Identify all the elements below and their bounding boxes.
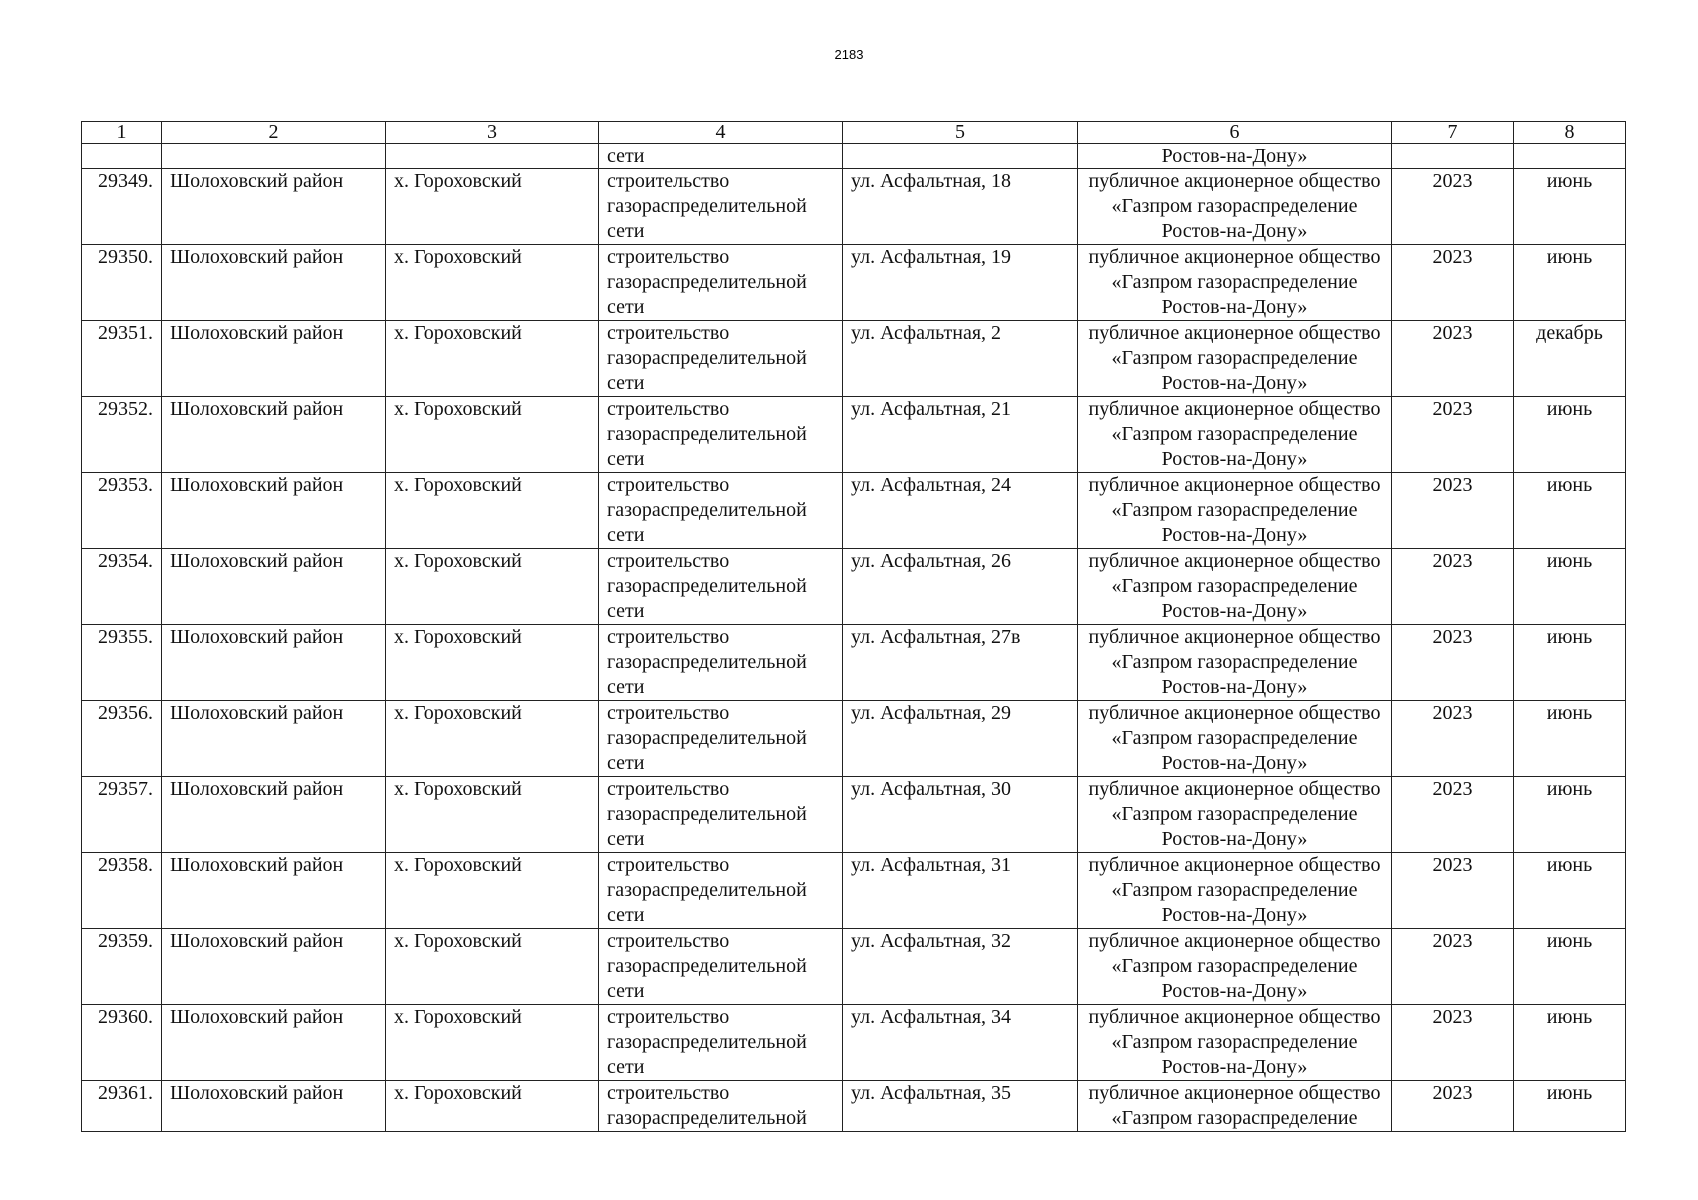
column-number-header: 3 <box>386 122 599 144</box>
owner-cell: публичное акционерное общество «Газпром газораспределение Ростов-на-Дону» <box>1078 169 1392 245</box>
year-cell: 2023 <box>1392 625 1514 701</box>
work-type-cell: строительство газораспределительной сети <box>599 321 843 397</box>
district-cell: Шолоховский район <box>162 245 386 321</box>
owner-cell: публичное акционерное общество «Газпром газораспределение Ростов-на-Дону» <box>1078 397 1392 473</box>
column-number-header: 4 <box>599 122 843 144</box>
column-number-header: 6 <box>1078 122 1392 144</box>
row-number-cell: 29354. <box>82 549 162 625</box>
district-cell: Шолоховский район <box>162 473 386 549</box>
district-cell: Шолоховский район <box>162 1081 386 1132</box>
year-cell: 2023 <box>1392 929 1514 1005</box>
row-number-cell: 29361. <box>82 1081 162 1132</box>
year-cell: 2023 <box>1392 1005 1514 1081</box>
work-type-cell: строительство газораспределительной сети <box>599 473 843 549</box>
owner-cell: публичное акционерное общество «Газпром газораспределение Ростов-на-Дону» <box>1078 473 1392 549</box>
column-number-header: 1 <box>82 122 162 144</box>
work-type-cell: строительство газораспределительной сети <box>599 169 843 245</box>
year-cell: 2023 <box>1392 777 1514 853</box>
address-cell: ул. Асфальтная, 21 <box>843 397 1078 473</box>
settlement-cell: х. Гороховский <box>386 1081 599 1132</box>
settlement-cell: х. Гороховский <box>386 777 599 853</box>
month-cell <box>1514 144 1626 169</box>
month-cell: июнь <box>1514 625 1626 701</box>
year-cell: 2023 <box>1392 701 1514 777</box>
month-cell: июнь <box>1514 777 1626 853</box>
district-cell: Шолоховский район <box>162 549 386 625</box>
row-number-cell: 29356. <box>82 701 162 777</box>
work-type-cell: строительство газораспределительной сети <box>599 777 843 853</box>
year-cell: 2023 <box>1392 397 1514 473</box>
table-row <box>82 625 1626 701</box>
owner-cell: публичное акционерное общество «Газпром газораспределение Ростов-на-Дону» <box>1078 321 1392 397</box>
row-number-cell: 29350. <box>82 245 162 321</box>
work-type-cell: строительство газораспределительной сети <box>599 245 843 321</box>
month-cell: июнь <box>1514 853 1626 929</box>
row-number-cell: 29360. <box>82 1005 162 1081</box>
owner-cell: публичное акционерное общество «Газпром газораспределение Ростов-на-Дону» <box>1078 625 1392 701</box>
settlement-cell: х. Гороховский <box>386 321 599 397</box>
row-number-cell: 29353. <box>82 473 162 549</box>
table-row <box>82 853 1626 929</box>
settlement-cell: х. Гороховский <box>386 929 599 1005</box>
address-cell: ул. Асфальтная, 19 <box>843 245 1078 321</box>
district-cell: Шолоховский район <box>162 701 386 777</box>
address-cell: ул. Асфальтная, 26 <box>843 549 1078 625</box>
work-type-cell: строительство газораспределительной сети <box>599 1005 843 1081</box>
settlement-cell: х. Гороховский <box>386 549 599 625</box>
month-cell: июнь <box>1514 549 1626 625</box>
page-number: 2183 <box>834 47 864 62</box>
settlement-cell: х. Гороховский <box>386 701 599 777</box>
row-number-cell: 29355. <box>82 625 162 701</box>
address-cell: ул. Асфальтная, 29 <box>843 701 1078 777</box>
row-number-cell: 29359. <box>82 929 162 1005</box>
district-cell: Шолоховский район <box>162 929 386 1005</box>
gas-network-table <box>81 121 1626 1132</box>
continuation-row <box>82 144 1626 169</box>
row-number-cell: 29351. <box>82 321 162 397</box>
address-cell: ул. Асфальтная, 2 <box>843 321 1078 397</box>
address-cell: ул. Асфальтная, 27в <box>843 625 1078 701</box>
owner-cell: Ростов-на-Дону» <box>1078 144 1392 169</box>
work-type-cell: строительство газораспределительной сети <box>599 549 843 625</box>
month-cell: июнь <box>1514 1081 1626 1132</box>
district-cell: Шолоховский район <box>162 169 386 245</box>
month-cell: июнь <box>1514 397 1626 473</box>
district-cell: Шолоховский район <box>162 1005 386 1081</box>
district-cell <box>162 144 386 169</box>
year-cell: 2023 <box>1392 549 1514 625</box>
address-cell: ул. Асфальтная, 24 <box>843 473 1078 549</box>
year-cell: 2023 <box>1392 1081 1514 1132</box>
district-cell: Шолоховский район <box>162 321 386 397</box>
settlement-cell: х. Гороховский <box>386 625 599 701</box>
month-cell: июнь <box>1514 473 1626 549</box>
district-cell: Шолоховский район <box>162 625 386 701</box>
year-cell <box>1392 144 1514 169</box>
work-type-cell: строительство газораспределительной сети <box>599 853 843 929</box>
settlement-cell <box>386 144 599 169</box>
work-type-cell: строительство газораспределительной сети <box>599 397 843 473</box>
year-cell: 2023 <box>1392 169 1514 245</box>
owner-cell: публичное акционерное общество «Газпром газораспределение Ростов-на-Дону» <box>1078 853 1392 929</box>
table-row <box>82 1081 1626 1132</box>
settlement-cell: х. Гороховский <box>386 853 599 929</box>
table-row <box>82 169 1626 245</box>
district-cell: Шолоховский район <box>162 397 386 473</box>
row-number-cell: 29352. <box>82 397 162 473</box>
settlement-cell: х. Гороховский <box>386 397 599 473</box>
row-number-cell: 29357. <box>82 777 162 853</box>
row-number-cell: 29349. <box>82 169 162 245</box>
year-cell: 2023 <box>1392 321 1514 397</box>
address-cell: ул. Асфальтная, 34 <box>843 1005 1078 1081</box>
table-row <box>82 777 1626 853</box>
settlement-cell: х. Гороховский <box>386 245 599 321</box>
address-cell: ул. Асфальтная, 35 <box>843 1081 1078 1132</box>
work-type-cell: строительство газораспределительной <box>599 1081 843 1132</box>
district-cell: Шолоховский район <box>162 777 386 853</box>
table-row <box>82 701 1626 777</box>
work-type-cell: сети <box>599 144 843 169</box>
month-cell: июнь <box>1514 245 1626 321</box>
year-cell: 2023 <box>1392 853 1514 929</box>
address-cell: ул. Асфальтная, 30 <box>843 777 1078 853</box>
address-cell: ул. Асфальтная, 18 <box>843 169 1078 245</box>
owner-cell: публичное акционерное общество «Газпром газораспределение Ростов-на-Дону» <box>1078 1005 1392 1081</box>
district-cell: Шолоховский район <box>162 853 386 929</box>
column-number-header: 8 <box>1514 122 1626 144</box>
column-number-header: 2 <box>162 122 386 144</box>
address-cell <box>843 144 1078 169</box>
settlement-cell: х. Гороховский <box>386 1005 599 1081</box>
table-row <box>82 929 1626 1005</box>
work-type-cell: строительство газораспределительной сети <box>599 625 843 701</box>
owner-cell: публичное акционерное общество «Газпром газораспределение Ростов-на-Дону» <box>1078 549 1392 625</box>
table-row <box>82 245 1626 321</box>
column-number-header: 7 <box>1392 122 1514 144</box>
table-row <box>82 1005 1626 1081</box>
settlement-cell: х. Гороховский <box>386 473 599 549</box>
owner-cell: публичное акционерное общество «Газпром газораспределение Ростов-на-Дону» <box>1078 701 1392 777</box>
table-row <box>82 473 1626 549</box>
month-cell: июнь <box>1514 1005 1626 1081</box>
month-cell: декабрь <box>1514 321 1626 397</box>
table-row <box>82 397 1626 473</box>
owner-cell: публичное акционерное общество «Газпром газораспределение <box>1078 1081 1392 1132</box>
address-cell: ул. Асфальтная, 31 <box>843 853 1078 929</box>
month-cell: июнь <box>1514 929 1626 1005</box>
column-number-header-row <box>82 122 1626 144</box>
row-number-cell <box>82 144 162 169</box>
month-cell: июнь <box>1514 169 1626 245</box>
work-type-cell: строительство газораспределительной сети <box>599 701 843 777</box>
year-cell: 2023 <box>1392 473 1514 549</box>
owner-cell: публичное акционерное общество «Газпром газораспределение Ростов-на-Дону» <box>1078 929 1392 1005</box>
year-cell: 2023 <box>1392 245 1514 321</box>
address-cell: ул. Асфальтная, 32 <box>843 929 1078 1005</box>
owner-cell: публичное акционерное общество «Газпром газораспределение Ростов-на-Дону» <box>1078 777 1392 853</box>
month-cell: июнь <box>1514 701 1626 777</box>
owner-cell: публичное акционерное общество «Газпром газораспределение Ростов-на-Дону» <box>1078 245 1392 321</box>
work-type-cell: строительство газораспределительной сети <box>599 929 843 1005</box>
row-number-cell: 29358. <box>82 853 162 929</box>
settlement-cell: х. Гороховский <box>386 169 599 245</box>
column-number-header: 5 <box>843 122 1078 144</box>
table-row <box>82 549 1626 625</box>
table-row <box>82 321 1626 397</box>
